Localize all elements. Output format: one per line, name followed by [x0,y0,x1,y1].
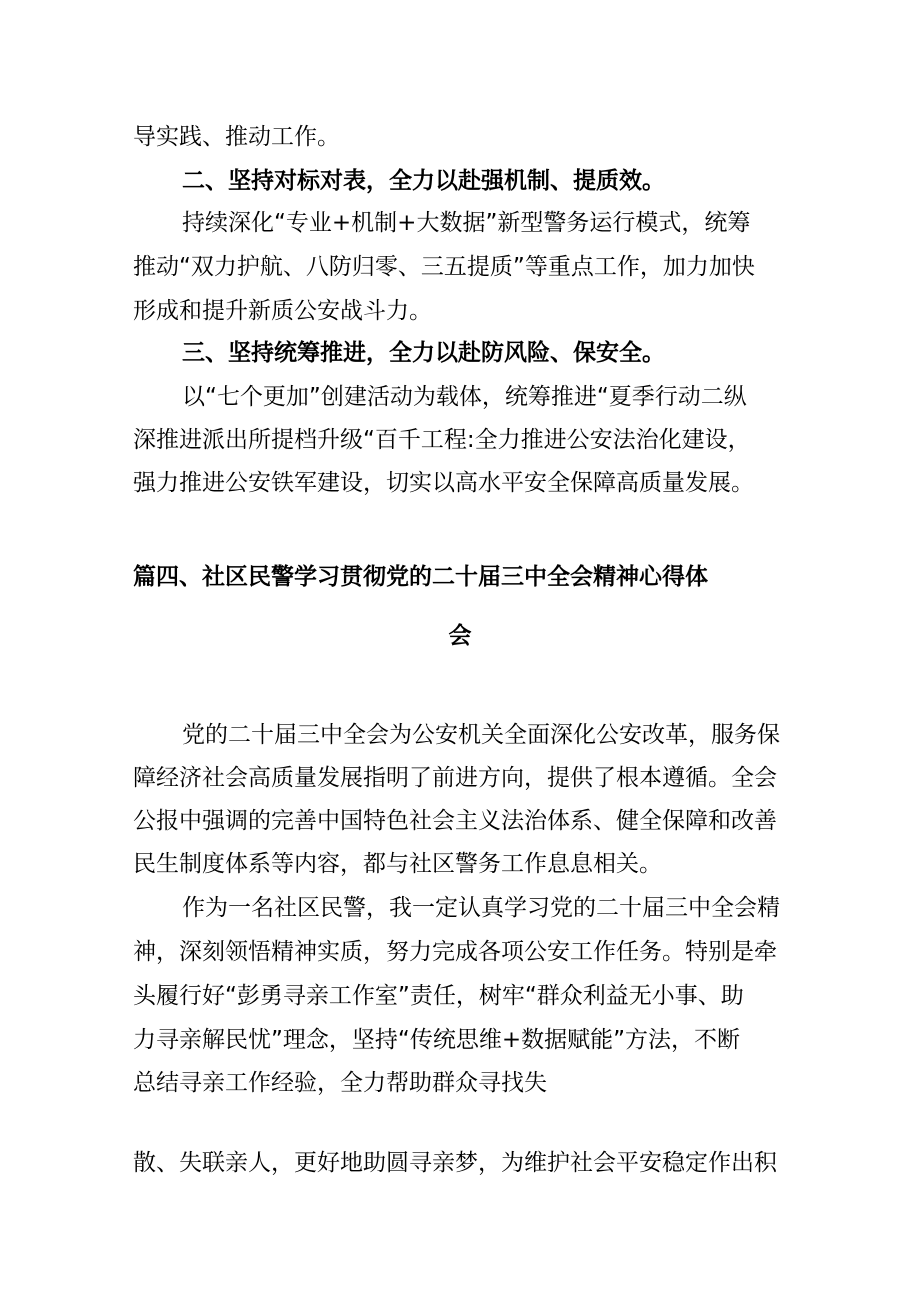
paragraph-tail-line: 导实践、推动工作。 [133,124,340,150]
paragraph-5-line-1: 作为一名社区民警，我一定认真学习党的二十届三中全会精 [182,895,780,921]
paragraph-4-line-4: 民生制度体系等内容，都与社区警务工作息息相关。 [133,851,662,877]
paragraph-4-line-3: 公报中强调的完善中国特色社会主义法治体系、健全保障和改善 [133,808,777,834]
paragraph-4-line-1: 党的二十届三中全会为公安机关全面深化公安改革，服务保 [182,722,780,748]
paragraph-3-line-1: 以“七个更加”创建活动为载体，统筹推进“夏季行动二纵 [182,384,747,410]
paragraph-3-line-2: 深推进派出所提档升级“百千工程:全力推进公安法治化建设， [133,427,751,453]
paragraph-4-line-2: 障经济社会高质量发展指明了前进方向，提供了根本遵循。全会 [133,765,777,791]
paragraph-3-line-3: 强力推进公安铁军建设，切实以高水平安全保障高质量发展。 [133,470,754,496]
paragraph-5-line-5: 总结寻亲工作经验，全力帮助群众寻找失 [133,1070,547,1096]
heading-2: 二、坚持对标对表，全力以赴强机制、提质效。 [182,168,665,194]
paragraph-6-line-1: 散、失联亲人，更好地助圆寻亲梦，为维护社会平安稳定作出积 [133,1150,777,1176]
paragraph-5-line-3: 头履行好“彭勇寻亲工作室”责任，树牢“群众利益无小事、助 [133,983,744,1009]
paragraph-2-line-3: 形成和提升新质公安战斗力。 [133,298,432,324]
paragraph-2-line-1: 持续深化“专业+机制+大数据”新型警务运行模式，统筹 [182,210,751,236]
section-title-line-1: 篇四、社区民警学习贯彻党的二十届三中全会精神心得体 [133,564,708,590]
paragraph-2-line-2: 推动“双力护航、八防归零、三五提质”等重点工作，加力加快 [133,254,755,280]
paragraph-5-line-4: 力寻亲解民忧”理念，坚持“传统思维+数据赋能”方法，不断 [133,1027,741,1053]
heading-3: 三、坚持统筹推进，全力以赴防风险、保安全。 [182,340,665,366]
paragraph-5-line-2: 神，深刻领悟精神实质，努力完成各项公安工作任务。特别是牵 [133,939,777,965]
section-title-line-2: 会 [448,623,472,649]
